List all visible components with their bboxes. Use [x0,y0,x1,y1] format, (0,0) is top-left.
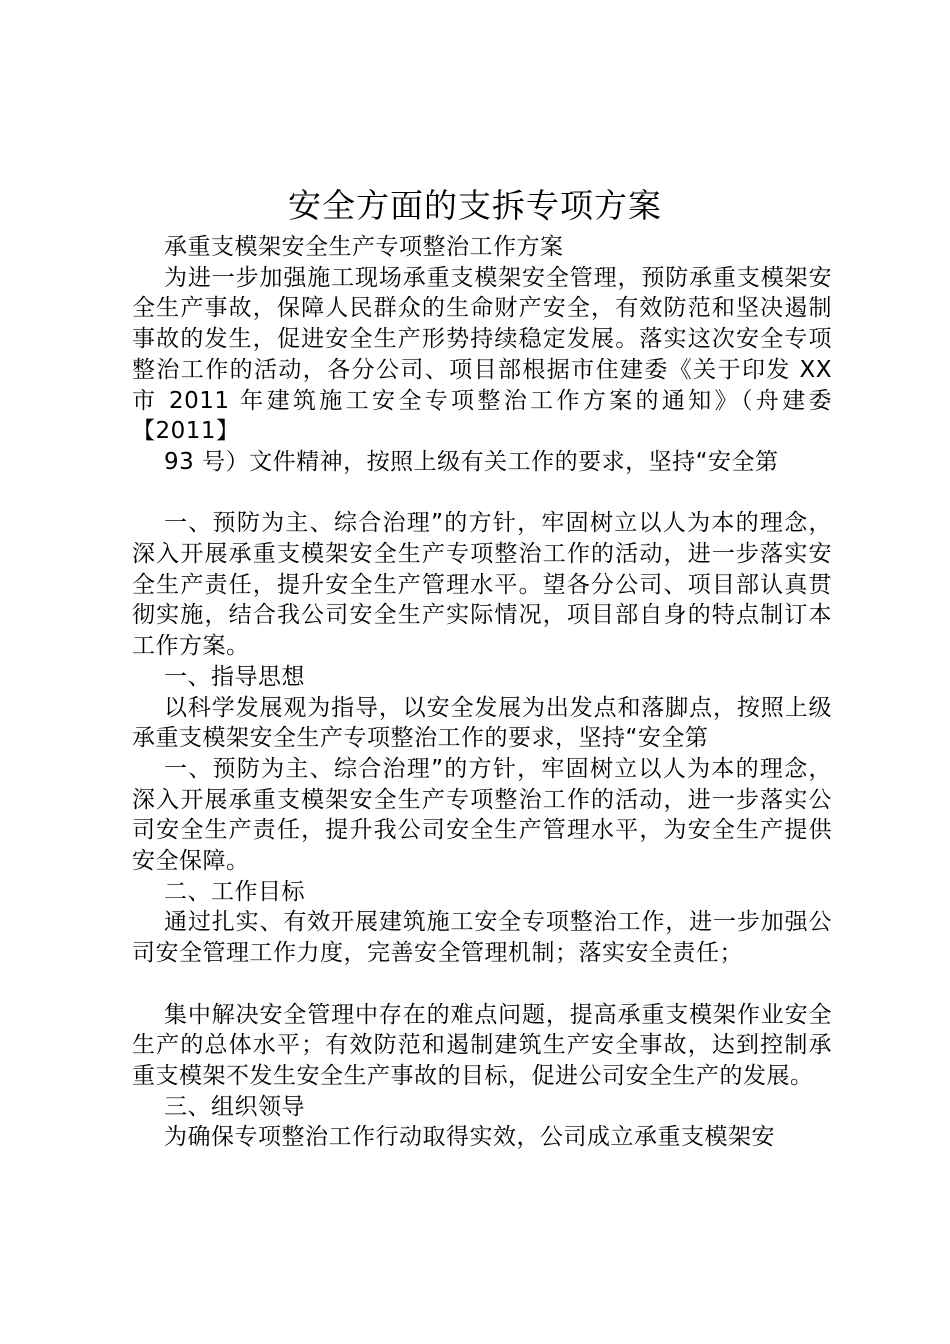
document-body [132,232,832,1153]
paragraph-document-reference: 93 号）文件精神，按照上级有关工作的要求，坚持“安全第 [164,448,779,475]
section-heading-work-goals: 二、工作目标 [164,878,305,905]
paragraph-policy: 一、预防为主、综合治理”的方针，牢固树立以人为本的理念，深入开展承重支模架安全生产专项整治工作的活动，进一步落实安全生产责任，提升安全生产管理水平。望各分公司、项目部认真贯彻实施，结合我公司安全生产实际情况，项目部自身的特点制订本工作方案。 [132,510,832,660]
paragraph-guiding-ideology: 以科学发展观为指导，以安全发展为出发点和落脚点，按照上级承重支模架安全生产专项整治工作的要求，坚持“安全第 [132,694,832,752]
document-subtitle: 承重支模架安全生产专项整治工作方案 [164,234,564,260]
paragraph-work-goals-continued: 集中解决安全管理中存在的难点问题，提高承重支模架作业安全生产的总体水平；有效防范和遏制建筑生产安全事故，达到控制承重支模架不发生安全生产事故的目标，促进公司安全生产的发展。 [132,1001,832,1089]
section-heading-organization: 三、组织领导 [164,1093,305,1120]
paragraph-intro: 为进一步加强施工现场承重支模架安全管理，预防承重支模架安全生产事故，保障人民群众的生命财产安全，有效防范和坚决遏制事故的发生，促进安全生产形势持续稳定发展。落实这次安全专项整治工作的活动，各分公司、项目部根据市住建委《关于印发 XX 市 2011 年建筑施工安全专项整治工作方案的通知》（舟建委【2011】 [132,264,832,445]
paragraph-work-goals: 通过扎实、有效开展建筑施工安全专项整治工作，进一步加强公司安全管理工作力度，完善安全管理机制；落实安全责任； [132,909,832,967]
blank-line [132,969,832,1000]
document-title: 安全方面的支拆专项方案 [288,186,662,225]
blank-line [132,478,832,509]
paragraph-organization: 为确保专项整治工作行动取得实效，公司成立承重支模架安 [164,1124,775,1151]
section-heading-guiding-ideology: 一、指导思想 [164,663,305,690]
paragraph-guiding-policy: 一、预防为主、综合治理”的方针，牢固树立以人为本的理念，深入开展承重支模架安全生产专项整治工作的活动，进一步落实公司安全生产责任，提升我公司安全生产管理水平，为安全生产提供安全保障。 [132,755,832,875]
